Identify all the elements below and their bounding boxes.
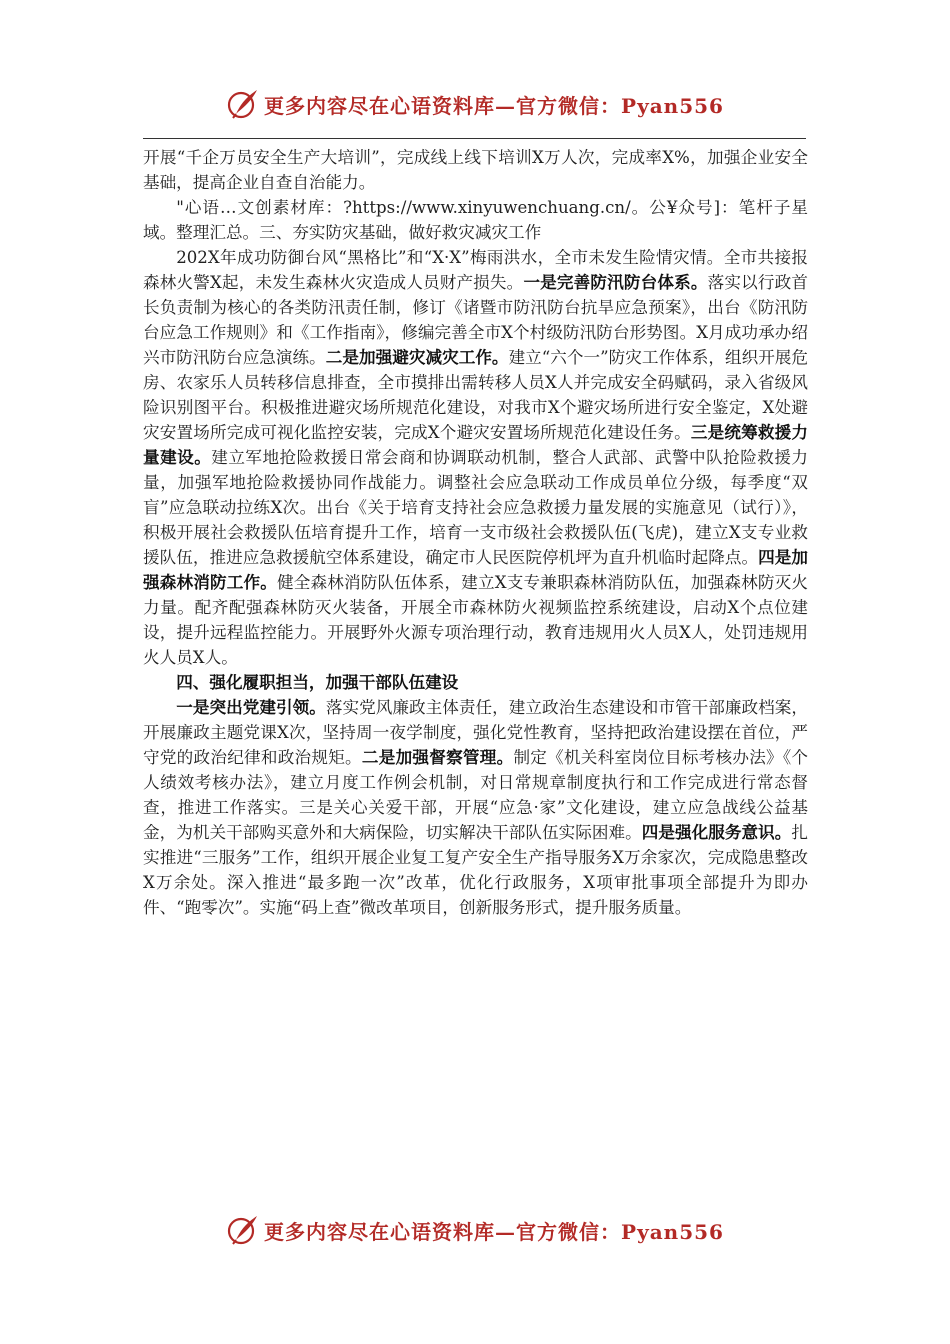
feather-pen-logo-icon (226, 1213, 260, 1247)
bold-heading-run: 三是统筹救援力量建设。 (143, 422, 809, 467)
paragraph-4 (143, 695, 808, 920)
bold-heading-run: 一是完善防汛防台体系。 (523, 272, 708, 292)
text-run: 建立“六个一”防灾工作体系，组织开展危房、农家乐人员转移信息排查，全市摸排出需转移人员X人并完成安全码赋码，录入省级风险识别图平台。积极推进避灾场所规范化建设，对我市X个避灾场所进行安全鉴定，X处避灾安置场所完成可视化监控安装，完成X个避灾安置场所规范化建设任务。 (143, 348, 809, 442)
header-banner (0, 84, 950, 124)
footer-banner (0, 1210, 950, 1250)
bold-heading-run: 四、强化履职担当，加强干部队伍建设 (176, 672, 459, 692)
paragraph-1 (143, 195, 808, 245)
bold-heading-run: 四是强化服务意识。 (641, 822, 792, 842)
header-banner-text: 更多内容尽在心语资料库—官方微信：Pyan556 (264, 93, 724, 118)
paragraph-3 (143, 670, 808, 695)
text-run: 建立军地抢险救援日常会商和协调联动机制，整合人武部、武警中队抢险救援力量，加强军地抢险救援协同作战能力。调整社会应急联动工作成员单位分级，每季度“双盲”应急联动拉练X次。出台《关于培育支持社会应急救援力量发展的实施意见（试行）》，积极开展社会救援队伍培育提升工作，培育一支市级社会救援队伍(飞虎)，建立X支专业救援队伍，推进应急救援航空体系建设，确定市人民医院停机坪为直升机临时起降点。 (143, 448, 809, 567)
bold-heading-run: 一是突出党建引领。 (176, 697, 326, 717)
bold-heading-run: 二是加强督察管理。 (361, 747, 514, 767)
text-run: 扎实推进“三服务”工作，组织开展企业复工复产安全生产指导服务X万余家次，完成隐患整改X万余处。深入推进“最多跑一次”改革，优化行政服务，X项审批事项全部提升为即办件、“跑零次”。实施“码上查”微改革项目，创新服务形式，提升服务质量。 (143, 823, 809, 917)
header-divider (143, 138, 806, 139)
text-run: 202X年成功防御台风“黑格比”和“X·X”梅雨洪水，全市未发生险情灾情。全市共接报森林火警X起，未发生森林火灾造成人员财产损失。 (143, 248, 808, 292)
text-run: 健全森林消防队伍体系，建立X支专兼职森林消防队伍，加强森林防灭火力量。配齐配强森林防灭火装备，开展全市森林防火视频监控系统建设，启动X个点位建设，提升远程监控能力。开展野外火源专项治理行动，教育违规用火人员X人，处罚违规用火人员X人。 (143, 573, 809, 667)
paragraph-2 (143, 245, 808, 670)
bold-heading-run: 二是加强避灾减灾工作。 (325, 347, 509, 367)
paragraph-0 (143, 145, 808, 195)
footer-banner-text: 更多内容尽在心语资料库—官方微信：Pyan556 (264, 1219, 724, 1244)
text-run: "心语…文创素材库：?https://www.xinyuwenchuang.cn/。公¥众号]：笔杆子星域。整理汇总。三、夯实防灾基础，做好救灾减灾工作 (143, 198, 808, 242)
text-run: 落实以行政首长负责制为核心的各类防汛责任制，修订《诸暨市防汛防台抗旱应急预案》，出台《防汛防台应急工作规则》和《工作指南》，修编完善全市X个村级防汛防台形势图。X月成功承办绍兴市防汛防台应急演练。 (143, 273, 809, 367)
bold-heading-run: 四是加强森林消防工作。 (143, 547, 809, 592)
feather-pen-logo-icon (226, 87, 260, 121)
text-run: 制定《机关科室岗位目标考核办法》《个人绩效考核办法》，建立月度工作例会机制，对日常规章制度执行和工作完成进行常态督查，推进工作落实。三是关心关爱干部，开展“应急·家”文化建设，建立应急战线公益基金，为机关干部购买意外和大病保险，切实解决干部队伍实际困难。 (143, 748, 809, 842)
document-body (143, 145, 808, 920)
text-run: 落实党风廉政主体责任，建立政治生态建设和市管干部廉政档案，开展廉政主题党课X次，坚持周一夜学制度，强化党性教育，坚持把政治建设摆在首位，严守党的政治纪律和政治规矩。 (143, 698, 809, 767)
text-run: 开展“千企万员安全生产大培训”，完成线上线下培训X万人次，完成率X%，加强企业安全基础，提高企业自查自治能力。 (143, 148, 808, 192)
